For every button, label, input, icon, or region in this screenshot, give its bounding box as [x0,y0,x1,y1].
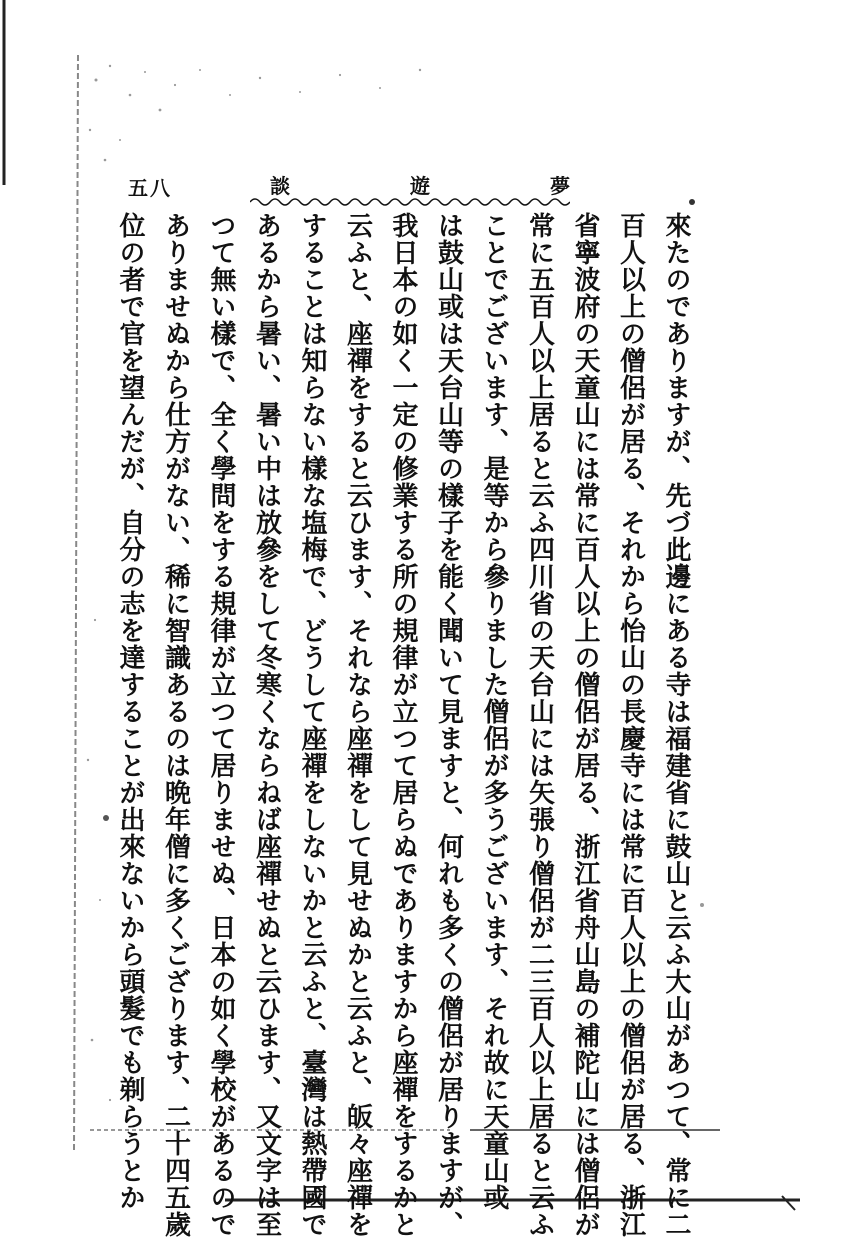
text-line: することは知らない樣な塩梅で、どうして座禪をしないかと云ふと、臺灣は熱帶國で [297,212,327,1238]
text-line: 省寧波府の天童山には常に百人以上の僧侶が居る、浙江省舟山島の補陀山には僧侶が [570,212,600,1238]
right-corner-mark [782,1196,795,1210]
text-line: 來たのでありますが、先づ此邊にある寺は福建省に鼓山と云ふ大山があつて、常に二 [661,212,691,1238]
text-line: ことでございます、是等から參りました僧侶が多うございます、それ故に天童山或 [479,212,509,1211]
text-line: 我日本の如く一定の修業する所の規律が立つて居らぬでありますから座禪をするかと [388,212,418,1238]
header-rule [250,196,570,208]
text-line: つて無い樣で、全く學問をする規律が立つて居りませぬ、日本の如く學校があるので [206,212,236,1238]
text-line: は鼓山或は天台山等の樣子を能く聞いて見ますと、何れも多くの僧侶が居りますが、 [433,212,464,1238]
footer-rule [90,1128,730,1136]
ink-dot [689,199,695,205]
text-line: 百人以上の僧侶が居る、それから怡山の長慶寺には常に百人以上の僧侶が居る、浙江 [615,212,646,1238]
running-title-char: 遊 [410,174,430,198]
body-text [115,212,698,1238]
left-page-edge [74,55,78,1150]
page-number: 五八 [128,176,172,200]
running-title [270,170,570,199]
running-title-char: 談 [270,174,290,198]
text-line: 云ふと、座禪をすると云ひます、それなら座禪をして見せぬかと云ふと、皈々座禪を [342,212,373,1238]
text-line: 位の者で官を望んだが、自分の志を達することが出來ないから頭髮でも剃らうとか [115,212,145,1211]
running-title-char: 夢 [550,174,570,198]
text-line: あるから暑い、暑い中は放參をして冬寒くならねば座禪せぬと云ひます、又文字は至 [251,212,282,1238]
text-line: 常に五百人以上居ると云ふ四川省の天台山には矢張り僧侶が二三百人以上居ると云ふ [524,212,555,1238]
text-line: ありませぬから仕方がない、稀に智識あるのは晩年僧に多くござります、二十四五歲 [160,212,191,1238]
